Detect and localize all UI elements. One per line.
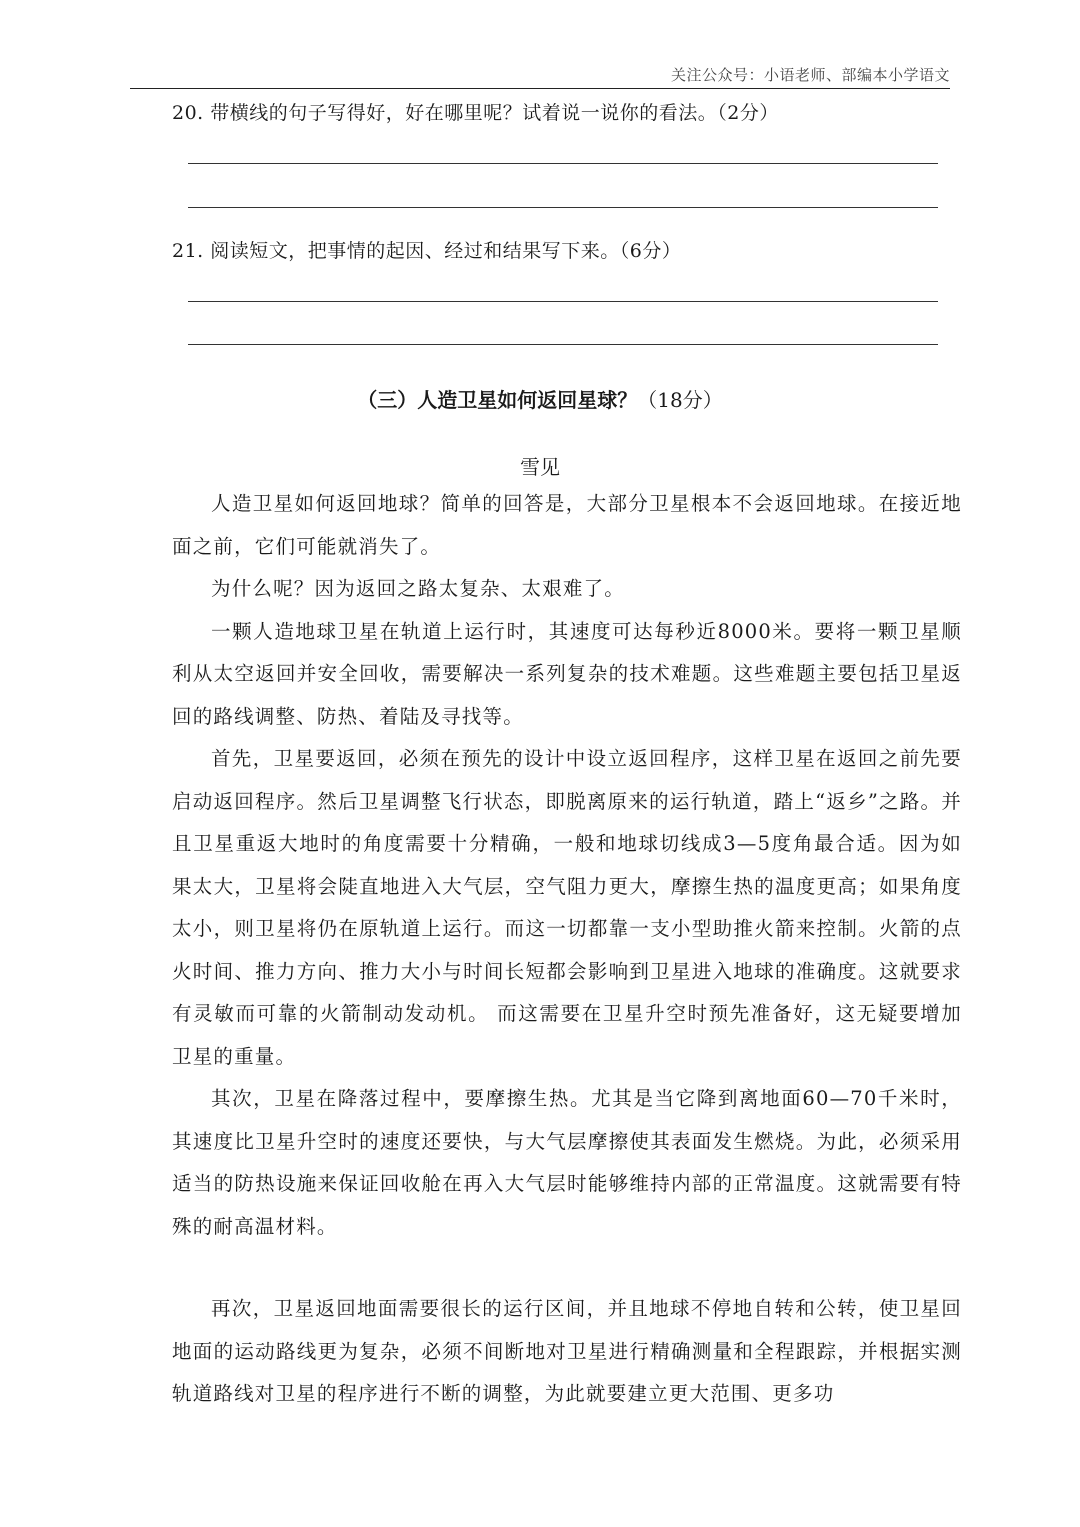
section-title-text: （三）人造卫星如何返回星球？ <box>357 388 638 412</box>
answer-line-21-2[interactable] <box>188 344 938 345</box>
answer-line-20-2[interactable] <box>188 207 938 208</box>
answer-line-21-1[interactable] <box>188 301 938 302</box>
passage-part-2 <box>172 1288 962 1416</box>
author-name: 雪见 <box>520 455 560 479</box>
passage-paragraph-1: 人造卫星如何返回地球？简单的回答是，大部分卫星根本不会返回地球。在接近地面之前，它们可能就消失了。 <box>172 492 962 558</box>
header-note: 关注公众号：小语老师、部编本小学语文 <box>670 66 950 84</box>
answer-line-20-1[interactable] <box>188 163 938 164</box>
passage-paragraph-2: 为什么呢？因为返回之路太复杂、太艰难了。 <box>211 577 626 600</box>
passage-paragraph-6: 再次，卫星返回地面需要很长的运行区间，并且地球不停地自转和公转，使卫星回地面的运动路线更为复杂，必须不间断地对卫星进行精确测量和全程跟踪，并根据实测轨道路线对卫星的程序进行不断的调整，为此就要建立更大范围、更多功 <box>172 1297 962 1405</box>
passage-paragraph-3: 一颗人造地球卫星在轨道上运行时，其速度可达每秒近8000米。要将一颗卫星顺利从太空返回并安全回收，需要解决一系列复杂的技术难题。这些难题主要包括卫星返回的路线调整、防热、着陆及寻找等。 <box>172 619 962 728</box>
section-points: （18分） <box>637 388 723 412</box>
header-divider <box>130 88 950 89</box>
passage-paragraph-4: 首先，卫星要返回，必须在预先的设计中设立返回程序，这样卫星在返回之前先要启动返回程序。然后卫星调整飞行状态，即脱离原来的运行轨道，踏上“返乡”之路。并且卫星重返大地时的角度需要十分精确，一般和地球切线成3—5度角最合适。因为如果太大，卫星将会陡直地进入大气层，空气阻力更大，摩擦生热的温度更高；如果角度太小，则卫星将仍在原轨道上运行。而这一切都靠一支小型助推火箭来控制。火箭的点火时间、推力方向、推力大小与时间长短都会影响到卫星进入地球的准确度。这就要求有灵敏而可靠的火箭制动发动机。 而这需要在卫星升空时预先准备好，这无疑要增加卫星的重量。 <box>172 747 962 1068</box>
section-title <box>0 384 1080 413</box>
passage-part-1 <box>172 483 962 1248</box>
question-21: 21. 阅读短文，把事情的起因、经过和结果写下来。（6分） <box>172 240 682 262</box>
question-20: 20. 带横线的句子写得好，好在哪里呢？试着说一说你的看法。（2分） <box>172 102 779 124</box>
passage-paragraph-5: 其次，卫星在降落过程中，要摩擦生热。尤其是当它降到离地面60—70千米时，其速度比卫星升空时的速度还要快，与大气层摩擦使其表面发生燃烧。为此，必须采用适当的防热设施来保证回收舱在再入大气层时能够维持内部的正常温度。这就需要有特殊的耐高温材料。 <box>172 1087 962 1238</box>
